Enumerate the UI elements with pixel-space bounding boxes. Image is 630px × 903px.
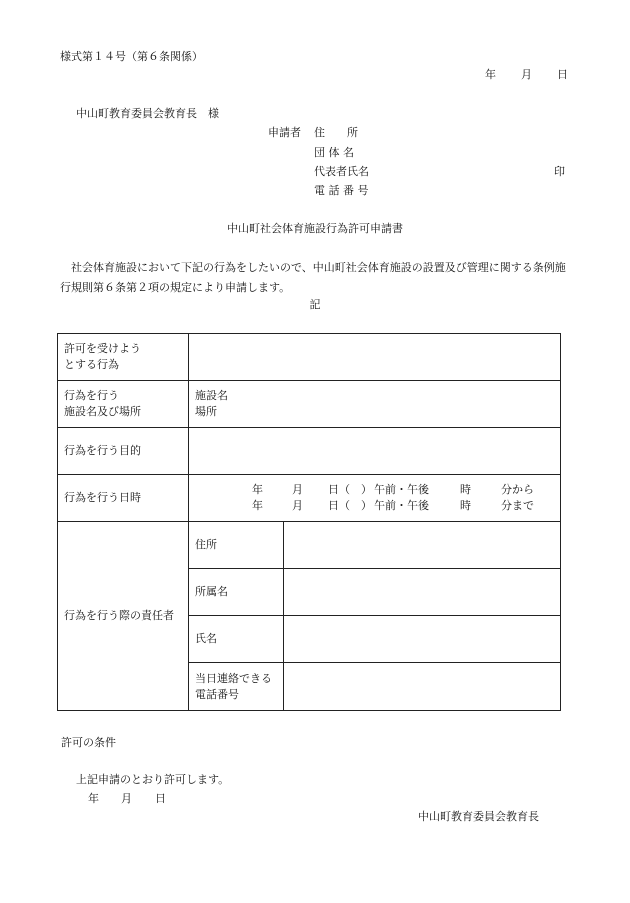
action-value[interactable] (189, 334, 561, 381)
end-day: 日（ ） (328, 499, 372, 512)
start-ampm: 午前・午後 (374, 483, 429, 496)
purpose-value[interactable] (189, 428, 561, 475)
approval-text: 上記申請のとおり許可します。 (76, 773, 230, 786)
facility-place-label: 場所 (195, 405, 217, 418)
applicant-group-label: 団 体 名 (314, 146, 354, 159)
row-action (58, 334, 561, 381)
end-ampm: 午前・午後 (374, 499, 429, 512)
facility-name-label: 施設名 (195, 389, 228, 402)
recipient: 中山町教育委員会教育長 様 (76, 107, 219, 120)
applicant-label: 申請者 (268, 126, 301, 139)
datetime-end-line (195, 498, 554, 514)
responsible-phone-label-b: 電話番号 (195, 687, 239, 701)
facility-value[interactable] (189, 381, 561, 428)
responsible-name-label: 氏名 (189, 616, 284, 663)
responsible-affiliation-value[interactable] (284, 569, 561, 616)
seal-mark: 印 (554, 165, 565, 178)
approval-month-label: 月 (121, 792, 132, 805)
responsible-phone-label-a: 当日連絡できる (195, 671, 272, 685)
responsible-name-value[interactable] (284, 616, 561, 663)
approval-day-label: 日 (155, 792, 166, 805)
applicant-rep-label: 代表者氏名 (314, 165, 369, 178)
row-datetime (58, 475, 561, 522)
end-minute: 分まで (501, 499, 534, 512)
responsible-phone-value[interactable] (284, 663, 561, 711)
applicant-address-label: 住 所 (314, 126, 358, 139)
row-responsible-address (58, 522, 561, 569)
start-day: 日（ ） (328, 483, 372, 496)
row-responsible-label: 行為を行う際の責任者 (58, 522, 189, 711)
row-action-label-a: 許可を受けよう (64, 342, 141, 355)
datetime-value[interactable] (189, 475, 561, 522)
form-number: 様式第１４号（第６条関係） (60, 50, 203, 63)
end-hour: 時 (460, 499, 471, 512)
row-purpose (58, 428, 561, 475)
application-table (57, 333, 561, 711)
date-day-label: 日 (557, 68, 568, 81)
end-year: 年 (252, 499, 263, 512)
row-facility (58, 381, 561, 428)
end-month: 月 (292, 499, 303, 512)
date-month-label: 月 (521, 68, 532, 81)
issuer: 中山町教育委員会教育長 (418, 810, 539, 823)
row-action-label (58, 334, 189, 381)
responsible-address-label: 住所 (189, 522, 284, 569)
approval-year-label: 年 (88, 792, 99, 805)
row-purpose-label: 行為を行う目的 (58, 428, 189, 475)
row-facility-label-a: 行為を行う (64, 389, 119, 402)
row-datetime-label: 行為を行う日時 (58, 475, 189, 522)
ki-mark: 記 (309, 298, 321, 311)
responsible-affiliation-label: 所属名 (189, 569, 284, 616)
date-year-label: 年 (485, 68, 496, 81)
start-hour: 時 (460, 483, 471, 496)
row-facility-label-b: 施設名及び場所 (64, 405, 141, 418)
row-action-label-b: とする行為 (64, 358, 119, 371)
responsible-phone-label (189, 663, 284, 711)
responsible-address-value[interactable] (284, 522, 561, 569)
start-month: 月 (292, 483, 303, 496)
conditions-label: 許可の条件 (61, 736, 116, 749)
applicant-phone-label: 電 話 番 号 (314, 184, 369, 197)
doc-title: 中山町社会体育施設行為許可申請書 (227, 222, 403, 235)
body-text: 社会体育施設において下記の行為をしたいので、中山町社会体育施設の設置及び管理に関する条例施行規則第６条第２項の規定により申請します。 (60, 261, 566, 294)
start-year: 年 (252, 483, 263, 496)
datetime-start-line (195, 482, 554, 498)
start-minute: 分から (501, 483, 534, 496)
row-facility-label (58, 381, 189, 428)
